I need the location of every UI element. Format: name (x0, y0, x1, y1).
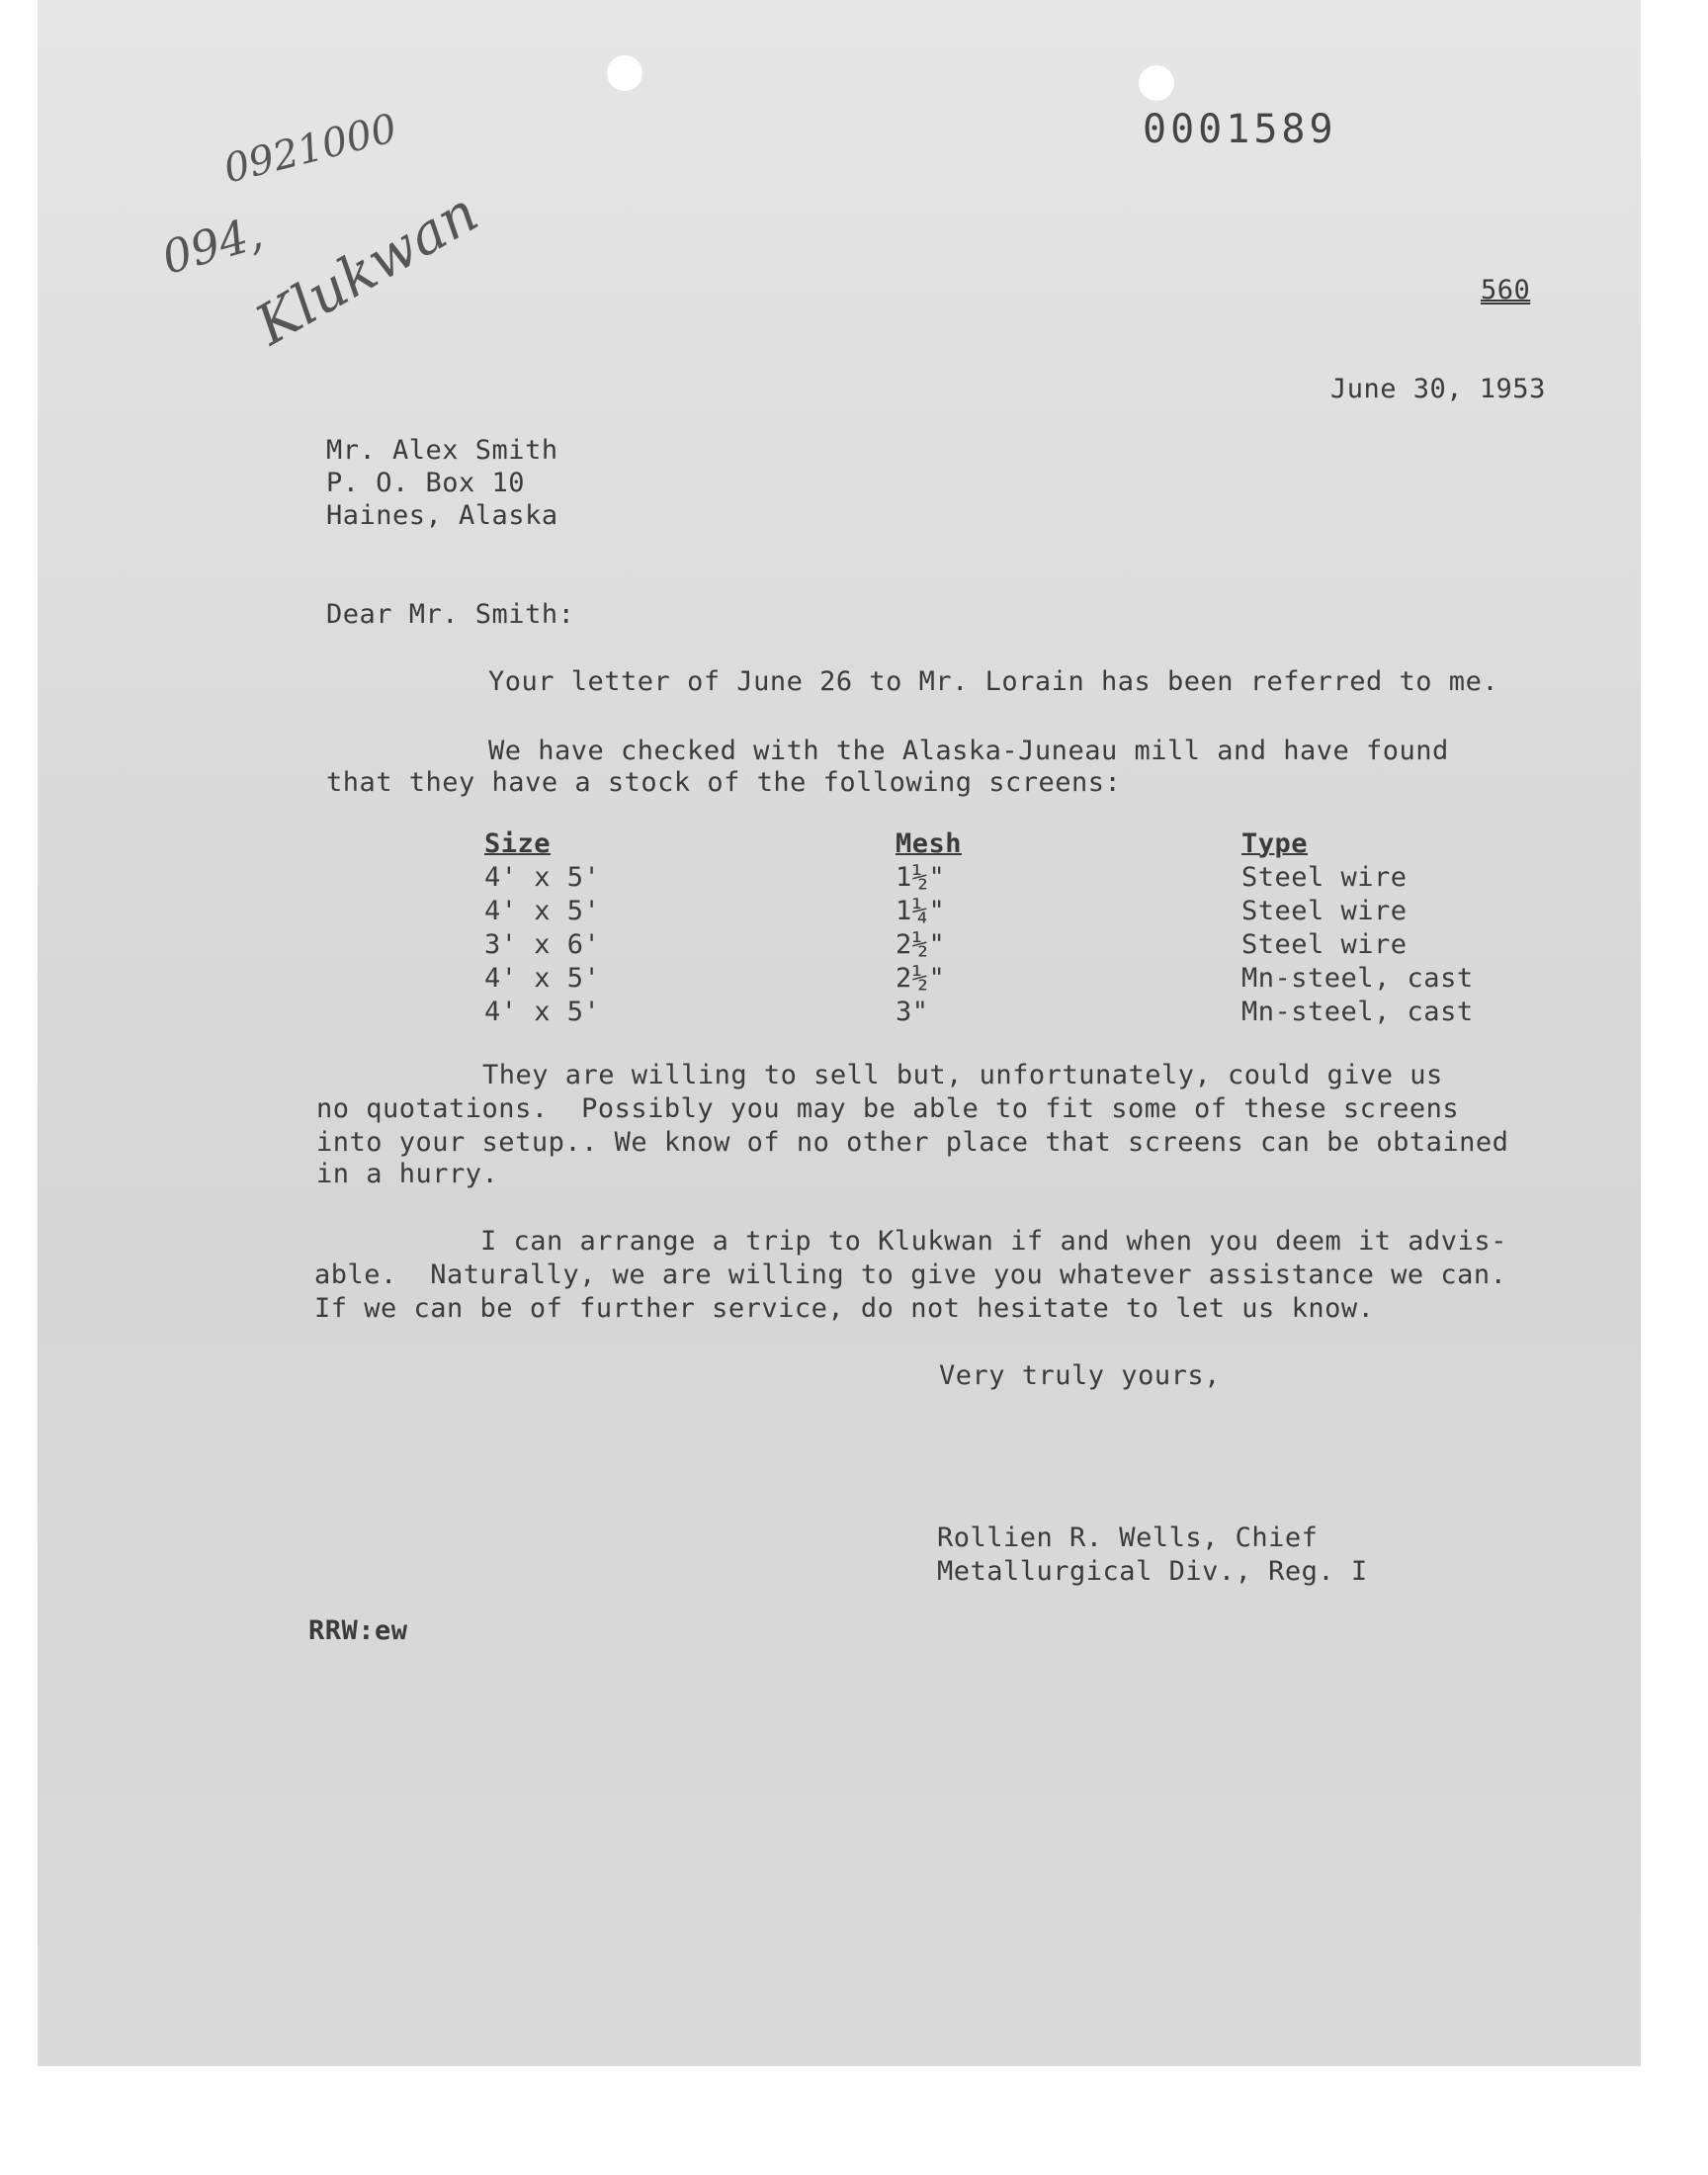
paragraph-2-line-1: We have checked with the Alaska-Juneau mill and have found (488, 736, 1449, 766)
cell-mesh: 2½" (896, 963, 946, 994)
cell-mesh: 1¼" (896, 896, 946, 926)
paragraph-4-line-3: If we can be of further service, do not hesitate to let us know. (314, 1293, 1375, 1324)
paragraph-1: Your letter of June 26 to Mr. Lorain has been referred to me. (488, 666, 1499, 697)
closing: Very truly yours, (939, 1360, 1221, 1391)
cell-size: 4' x 5' (484, 997, 601, 1027)
column-header-size: Size (484, 828, 552, 859)
paragraph-3-line-2: no quotations. Possibly you may be able to fit some of these screens (316, 1093, 1460, 1124)
signature-name: Rollien R. Wells, Chief (937, 1522, 1319, 1553)
cell-size: 4' x 5' (484, 896, 601, 926)
paragraph-3-line-4: in a hurry. (316, 1159, 499, 1189)
recipient-address-line1: P. O. Box 10 (326, 468, 526, 498)
column-header-mesh: Mesh (896, 828, 963, 859)
cell-type: Mn-steel, cast (1241, 963, 1474, 994)
cell-mesh: 1½" (896, 862, 946, 893)
cell-mesh: 3" (896, 997, 929, 1027)
paragraph-2-line-2: that they have a stock of the following screens: (326, 767, 1122, 798)
cell-size: 4' x 5' (484, 862, 601, 893)
handwritten-place: Klukwan (245, 180, 489, 359)
cell-mesh: 2½" (896, 929, 946, 960)
page-number: 560 (1481, 275, 1531, 305)
handwritten-prefix: 094, (156, 205, 269, 285)
paragraph-3-line-1: They are willing to sell but, unfortunately, could give us (482, 1060, 1443, 1090)
handwritten-file-number: 0921000 (219, 105, 401, 193)
recipient-name: Mr. Alex Smith (326, 435, 558, 466)
column-header-type: Type (1241, 828, 1309, 859)
paragraph-4-line-1: I can arrange a trip to Klukwan if and when you deem it advis- (480, 1226, 1507, 1257)
cell-type: Steel wire (1241, 862, 1408, 893)
cell-type: Steel wire (1241, 929, 1408, 960)
punch-hole-right (1139, 65, 1174, 101)
recipient-address-line2: Haines, Alaska (326, 500, 558, 531)
stamp-number: 0001589 (1143, 107, 1337, 152)
salutation: Dear Mr. Smith: (326, 599, 575, 630)
typist-initials: RRW:ew (308, 1615, 408, 1646)
cell-size: 4' x 5' (484, 963, 601, 994)
screens-table (484, 828, 1493, 1036)
punch-hole-left (607, 55, 642, 91)
letter-date: June 30, 1953 (1330, 374, 1546, 404)
paragraph-3-line-3: into your setup.. We know of no other place that screens can be obtained (316, 1127, 1509, 1158)
paragraph-4-line-2: able. Naturally, we are willing to give you whatever assistance we can. (314, 1260, 1507, 1290)
signature-title: Metallurgical Div., Reg. I (937, 1556, 1368, 1587)
cell-type: Mn-steel, cast (1241, 997, 1474, 1027)
cell-size: 3' x 6' (484, 929, 601, 960)
cell-type: Steel wire (1241, 896, 1408, 926)
